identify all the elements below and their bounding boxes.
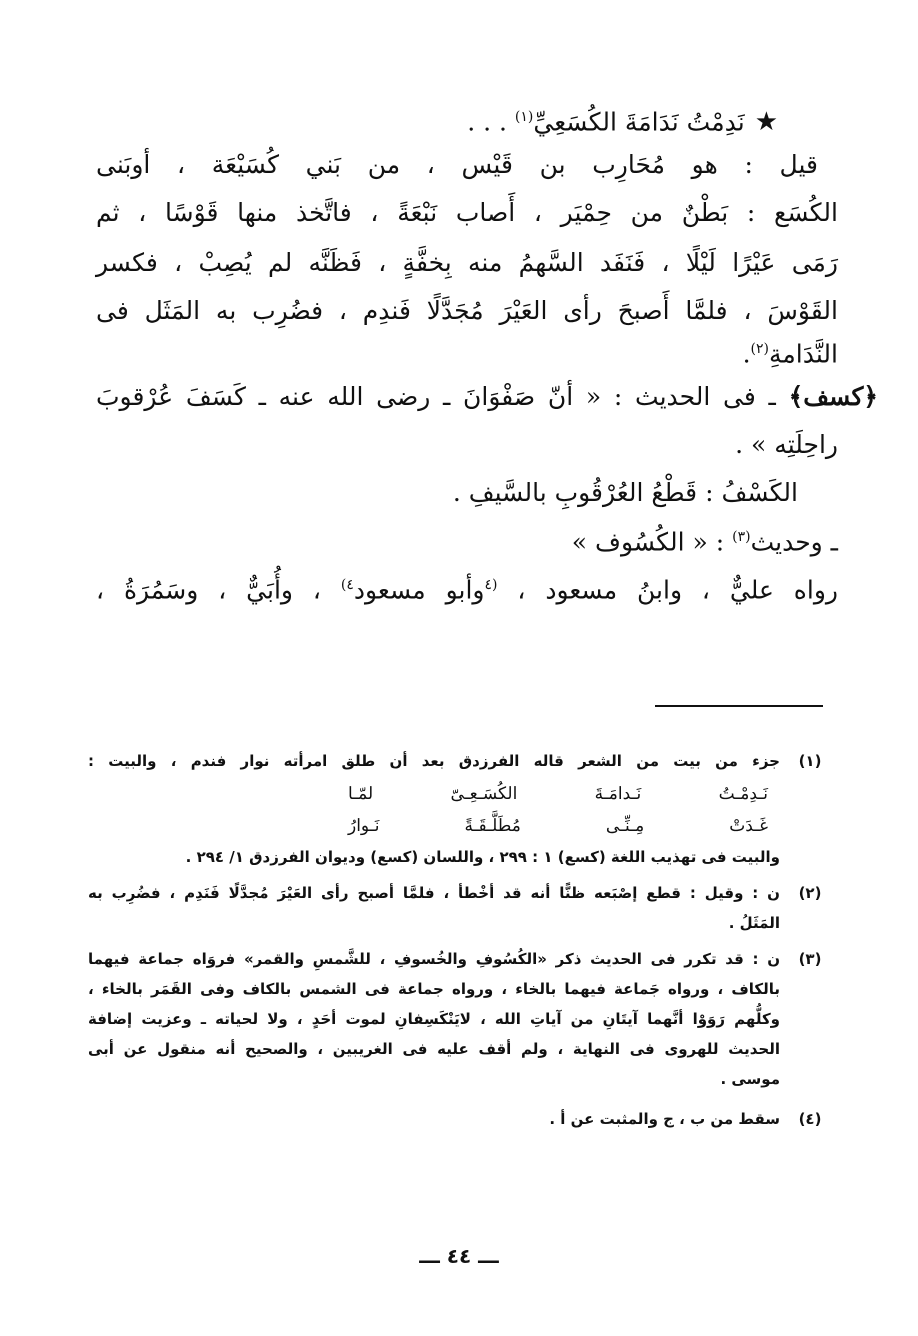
footnote-number: (٢) [798, 884, 822, 902]
footnote-1 [88, 752, 828, 872]
footnote-number: (١) [798, 752, 822, 770]
body-line-5-text: النَّدَامةِ [769, 339, 838, 369]
footnote-3 [88, 950, 828, 1100]
footnote-line: ن : وقيل : قطع إصْبَعه ظنًّا أنه قد أخْطأ ، فلمَّا أصبح رأى العَيْرَ مُجدَّلًا فَنَدِم ، فضُرِب به [88, 884, 780, 902]
body-line-2: الكُسَع : بَطْنٌ من حِمْيَر ، أَصاب نَبْعَةً ، فاتَّخذ منها قَوْسًا ، ثم [96, 198, 838, 227]
footnote-line: بالكاف ، ورواه جَماعة فيهما بالخاء ، ورواه جماعة فى الشمس بالكاف وفى القَمَر بالخاء ، [88, 980, 780, 998]
entry-line-5-a: رواه عليٌّ ، وابنُ مسعود ، [497, 575, 838, 605]
footnote-separator [655, 705, 823, 707]
footnote-line: جزء من بيت من الشعر قاله الفرزدق بعد أن طلق امرأته نوار فندم ، والبيت : [88, 752, 780, 770]
footnote-marker: (١) [514, 109, 534, 125]
footnote-4 [88, 1110, 828, 1136]
body-line-3: رَمَى عَيْرًا لَيْلًا ، فَنَفَد السَّهمُ منه بِخفَّةٍ ، فَظَنَّه لم يُصِبْ ، فكسر [96, 248, 838, 277]
heading [467, 100, 778, 139]
entry-line-4-a: ـ وحديث [750, 527, 838, 557]
body-line-5-tail: . [742, 339, 751, 369]
body-line-5 [743, 332, 838, 371]
entry-line-4-b: : « الكُسُوف » [571, 527, 725, 557]
footnote-line: المَثَلُ . [728, 914, 780, 932]
entry-line-3: الكَسْفُ : قَطْعُ العُرْقُوبِ بالسَّيفِ . [452, 478, 798, 507]
footnote-marker: (٤ [484, 577, 498, 593]
footnote-line: والبيت فى تهذيب اللغة (كسع) ١ : ٢٩٩ ، واللسان (كسع) وديوان الفرزدق ١/ ٢٩٤ . [185, 848, 780, 866]
main-text [96, 0, 878, 640]
footnote-2 [88, 884, 828, 940]
heading-text: نَدِمْتُ نَدَامَةَ الكُسَعِيِّ [533, 107, 745, 137]
body-line-4: القَوْسَ ، فلمَّا أَصبحَ رأى العَيْرَ مُجَدَّلًا فَندِم ، فضُرِب به المَثَل فى [96, 296, 838, 325]
entry-line-5 [96, 568, 838, 607]
footnote-line: ن : قد تكرر فى الحديث ذكر «الكُسُوفِ والخُسوفِ ، للشَّمسِ والقمر» فروَاه جماعة فيهما [88, 950, 780, 968]
footnote-line: سقط من ب ، ج والمثبت عن أ . [549, 1110, 780, 1128]
entry-line-1 [96, 380, 878, 414]
footnote-number: (٣) [798, 950, 822, 968]
entry-line-5-b: وأبو مسعود [353, 575, 485, 605]
footnote-line: موسى . [720, 1070, 780, 1088]
entry-line-4 [572, 520, 838, 559]
footnote-verse-2: غَـدَتْ مِـنِّـى مُطَلَّـقَـةً نَـوارُ [348, 816, 768, 836]
star-icon: ★ [754, 107, 778, 138]
footnote-marker: (٢) [750, 341, 770, 357]
body-line-1: قيل : هو مُحَارِب بن قَيْس ، من بَني كُسَيْعَة ، أوبَنى [96, 150, 818, 179]
footnote-number: (٤) [798, 1110, 822, 1128]
entry-line-1-text: ـ فى الحديث : « أنّ صَفْوَانَ ـ رضى الله عنه ـ كَسَفَ عُرْقوبَ [96, 382, 776, 411]
entry-line-2: راحِلَتِه » . [735, 430, 838, 459]
footnote-line: الحديث للهروى فى النهاية ، ولم أقف عليه فى الغريبين ، والصحيح أنه منقول عن أبى [88, 1040, 780, 1058]
entry-keyword: ﴿كسف﴾ [788, 382, 878, 411]
heading-dots: . . . [467, 107, 507, 137]
footnote-marker: (٣) [732, 529, 751, 545]
footnote-marker: ٤) [340, 577, 354, 593]
footnote-verse-1: نَـدِمْـتُ نَـدامَـةَ الكُسَـعِـىّ لمّـا [348, 784, 768, 804]
page-number: ـــ ٤٤ ـــ [419, 1244, 499, 1268]
footnote-line: وكلُّهم رَوَوْا أنَّهما آيتَانِ من آياتِ الله ، لايَنْكَسِفانِ لموت أحَدٍ ، ولا لحياته ـ وعزيت إضافة [88, 1010, 780, 1028]
entry-line-5-c: ، وأُبَيٌّ ، وسَمُرَةُ ، [96, 575, 321, 605]
